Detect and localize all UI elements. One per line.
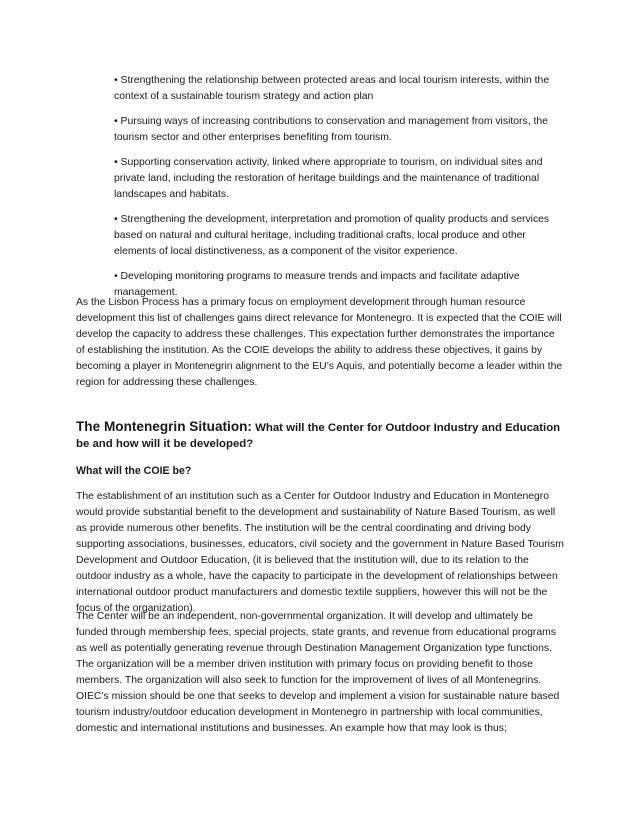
bullet-item: • Strengthening the development, interpretation and promotion of quality products and services based on natural and cultural heritage, including traditional crafts, local produce and other elements of local distinctiveness, as a component of the visitor experience. <box>114 214 550 257</box>
lisbon-section <box>76 295 566 391</box>
center-section <box>76 609 566 737</box>
section-heading <box>76 419 568 452</box>
heading-rest: What will the Center for Outdoor Industry and Education be and how will it be developed? <box>76 422 561 450</box>
bullet-item: • Pursuing ways of increasing contributions to conservation and management from visitors, the tourism sector and other enterprises benefiting from tourism. <box>114 116 548 143</box>
body-paragraph: The Center will be an independent, non-governmental organization. It will develop and ultimately be funded through membership fees, special projects, state grants, and revenue from educational programs as well as potentially generating revenue through Destination Management Organization type functions. The organization will be a member driven institution with primary focus on providing benefit to those members. The organization will also seek to function for the improvement of lives of all Montenegrins. OIEC’s mission should be one that seeks to develop and implement a vision for sustainable nature based tourism industry/outdoor education development in Montenegro in partnership with local communities, domestic and international institutions and businesses. An example how that may look is thus; <box>76 611 560 734</box>
bullet-list <box>114 73 566 310</box>
bullet-item: • Developing monitoring programs to measure trends and impacts and facilitate adaptive management. <box>114 271 520 298</box>
body-paragraph: The establishment of an institution such as a Center for Outdoor Industry and Education in Montenegro would provide substantial benefit to the development and sustainability of Nature Based Tourism, as well as provide numerous other benefits. The institution will be the central coordinating and driving body supporting associations, businesses, educators, civil society and the government in Nature Based Tourism Development and Outdoor Education, (it is believed that the institution will, due to its relation to the outdoor industry as a whole, have the capacity to participate in the development of relationships between international outdoor product manufacturers and domestic textile suppliers, however this will not be the focus of the organization). <box>76 491 564 614</box>
lisbon-paragraph: As the Lisbon Process has a primary focus on employment development through human resource development this list of challenges gains direct relevance for Montenegro. It is expected that the COIE will develop the capacity to address these challenges. This expectation further demonstrates the importance of establishing the institution. As the COIE develops the ability to address these objectives, it gains by becoming a player in Montenegrin alignment to the EU’s Aquis, and potentially become a leader within the region for addressing these challenges. <box>76 297 563 388</box>
heading-main: The Montenegrin Situation: <box>76 419 252 434</box>
bullet-item: • Strengthening the relationship between protected areas and local tourism interests, within the context of a sustainable tourism strategy and action plan <box>114 75 550 102</box>
establishment-section <box>76 489 566 617</box>
bullet-item: • Supporting conservation activity, linked where appropriate to tourism, on individual sites and private land, including the restoration of heritage buildings and the maintenance of traditional landscapes and habitats. <box>114 157 543 200</box>
subheading: What will the COIE be? <box>76 465 192 477</box>
